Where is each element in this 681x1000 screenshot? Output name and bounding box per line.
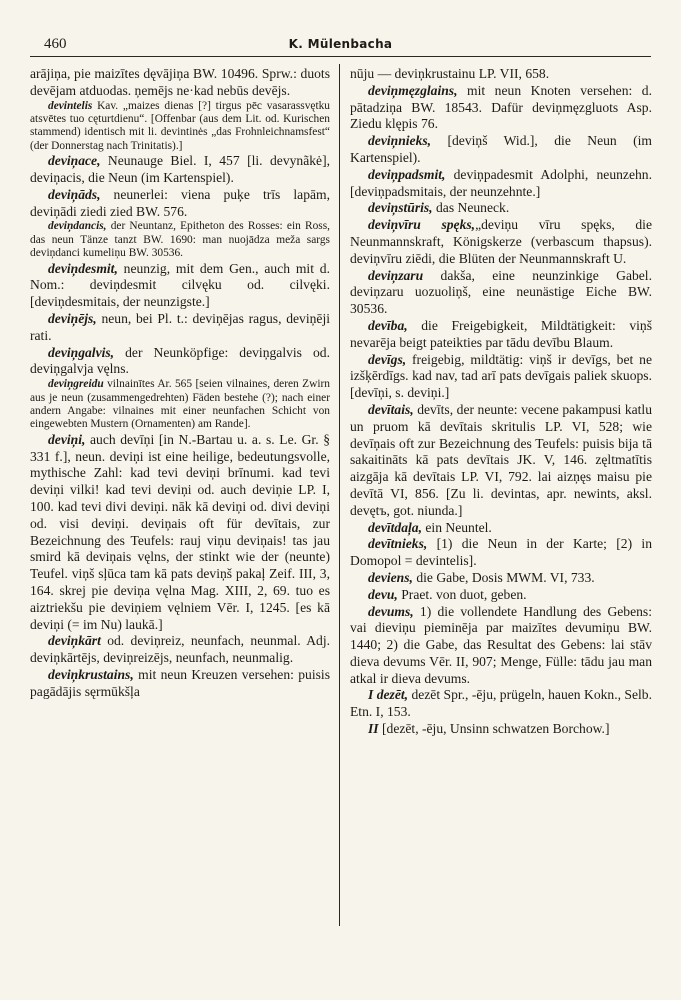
column-divider [339,64,340,926]
entry-headword: deviņvīru spęks, [368,217,476,233]
entry-headword: deviņnieks, [368,133,432,149]
entry-text: nūju — deviņkrustainu LP. VII, 658. [350,66,550,81]
dictionary-entry [30,667,330,701]
running-head: K. Mülenbacha [288,37,393,51]
left-column [30,66,330,992]
entry-headword: devintelis [48,99,93,112]
dictionary-entry [350,268,652,318]
entry-text: dakša, eine neunzinkige Gabel. deviņzaru uozuoliņš, eine neunästige Eiche BW. 30536. [350,267,652,317]
entry-headword: deviņkrustains, [48,666,134,682]
right-column [350,66,652,992]
entry-headword: deviņkārt [48,633,101,649]
entry-text: „deviņu vīru spęks, die Neunmannskraft, Königskerze (verbascum thapsus). deviņvīru ziēdi, die Blüten der Neunmannskraft U. [350,217,652,266]
entry-headword: devītais, [368,401,414,417]
entry-headword: deviņpadsmit, [368,166,446,182]
dictionary-entry [350,66,652,83]
entry-headword: deviņējs, [48,311,97,327]
entry-text: Kav. „maizes dienas [?] tirgus pēc vasarassvętku atsvētes tuo cęturtdienu“. [Offenbar (aus dem Lit. od. Kurischen stammend) identisch mit li. devintinės „das Frohnleichnamsfest“ (der Donnerstag nach Trinitatis).] [30,99,330,152]
entry-text: 1) die vollendete Handlung des Gebens: vai dieviņu pieminēja par maizītes devumiņu BW. 1440; 2) die Gabe, das Resultat des Gebens: lai stāv dieva devums Vēr. II, 907; Menge, Fülle: tādu jau man atkal ir dieva devums. [350,603,652,686]
dictionary-entry [350,167,652,201]
dictionary-entry [30,345,330,379]
page-header [30,34,651,57]
entry-text: mit neun Knoten versehen: d. pātadziņa BW. 18543. Dafür deviņmęzgluots Asp. Ziedu klępis 76. [350,82,652,132]
entry-text: Neunauge Biel. I, 457 [li. devynãkė], deviņacis, die Neun (im Kartenspiel). [30,153,330,186]
dictionary-entry [350,604,652,688]
dictionary-entry [350,83,652,133]
dictionary-entry [30,66,330,100]
entry-text: deviņpadesmit Adolphi, neunzehn. [deviņpadsmitais, der neunzehnte.] [350,166,652,199]
entry-headword: deviņzaru [368,267,424,283]
entry-text: neun, bei Pl. t.: deviņējas ragus, deviņēji rati. [30,311,330,343]
dictionary-entry [30,100,330,154]
entry-headword: deviņstūris, [368,200,433,216]
entry-headword: I dezēt, [368,687,409,703]
dictionary-entry [30,432,330,634]
entry-headword: deviņāds, [48,186,101,202]
entry-headword: deviņace, [48,153,101,169]
entry-headword: devītdaļa, [368,519,422,535]
entry-text: devīts, der neunte: vecene pakampusi katlu un pruom kā devītais skritulis LP. VI, 528; wie devīņais oft zur Bezeichnung des Teufels: puisis bija tā sakaitināts kā pats devītais JK. V, 146. zęltmatītis aizgāja kā devītais LP. VI, 792. lai aizņęs maisu pie devītā VI, 856. [Zu li. devintas, apr. newints, aksl. devętъ, got. niunda.] [350,401,652,518]
dictionary-entry [350,200,652,217]
entry-headword: II [368,721,379,737]
entry-headword: devu, [368,586,398,602]
entry-headword: deviņgreidu [48,378,104,391]
entry-text: ein Neuntel. [421,519,492,535]
dictionary-entry [350,318,652,352]
dictionary-entry [350,217,652,267]
entry-text: dezēt Spr., -ēju, prügeln, hauen Kokn., Selb. Etn. I, 153. [350,687,652,720]
entry-headword: devīgs, [368,351,407,367]
entry-text: [dezēt, -ēju, Unsinn schwatzen Borchow.] [378,721,610,737]
dictionary-entry [350,536,652,570]
entry-text: vilnainītes Ar. 565 [seien vilnaines, deren Zwirn aus je neun (zusammengedrehten) Fäden bestehe (?); nach einer andern Angabe: vilnaines mit einer neunfachen Schicht von eingewebten Mustern (Ornamenten) am Rande]. [30,378,330,431]
dictionary-entry [350,133,652,167]
dictionary-entry [30,220,330,260]
entry-text: der Neuntanz, Epitheton des Rosses: ein Ross, das neun Tänze tanzt BW. 1690: man nuojādza meža sargs deviņdanci kumeliņu BW. 30536. [30,220,330,260]
dictionary-entry [350,402,652,520]
page-number: 460 [44,36,67,52]
entry-headword: devītnieks, [368,536,428,552]
entry-text: neunzig, mit dem Gen., auch mit d. Nom.: deviņdesmit cilvęku od. cilvęki. [deviņdesmitais, der neunzigste.] [30,260,330,310]
dictionary-entry [30,378,330,432]
entry-text: neunerlei: viena puķe trīs lapām, deviņādi ziedi zied BW. 576. [30,186,330,219]
dictionary-entry [350,721,652,738]
entry-headword: devība, [368,317,408,333]
dictionary-entry [350,570,652,587]
entry-text: od. deviņreiz, neunfach, neunmal. Adj. deviņkārtējs, deviņreizējs, neunfach, neunmalig. [30,633,330,666]
dictionary-entry [30,311,330,345]
entry-text: freigebig, mildtätig: viņš ir devīgs, bet ne izšķērdīgs. kad nav, tad arī pats devīgais paliek skuops. [devīņi, s. deviņi.] [350,351,652,401]
dictionary-entry [30,633,330,667]
entry-headword: deviens, [368,569,413,585]
entry-text: mit neun Kreuzen versehen: puisis pagādājis sęrmūkšļa [30,666,330,699]
entry-text: arājiņa, pie maizītes dęvājiņa BW. 10496. Sprw.: duots devējam atduodas. ņemējs ne·kad nebūs devējs. [30,66,330,98]
dictionary-entry [30,187,330,221]
dictionary-entry [350,520,652,537]
entry-headword: deviņdancis, [48,220,107,233]
entry-text: [deviņš Wid.], die Neun (im Kartenspiel). [350,133,652,165]
entry-text: der Neunköpfige: deviņgalvis od. deviņgalvja vęlns. [30,344,330,377]
dictionary-entry [30,153,330,187]
dictionary-entry [350,687,652,721]
entry-text: das Neuneck. [432,200,510,216]
entry-headword: deviņi, [48,431,86,447]
entry-headword: devums, [368,603,414,619]
dictionary-entry [350,352,652,402]
entry-text: die Freigebigkeit, Mildtätigkeit: viņš nevarēja beigt pateikties par tādu devību Blaum. [350,317,652,350]
entry-text: auch devīņi [in N.-Bartau u. a. s. Le. Gr. § 331 f.], neun. deviņi ist eine heilige, bedeutungsvolle, mythische Zahl: kad tevi deviņi brīnumi. kad tevi deviņi vilki! kad tevi deviņi od. auch deviņie LP. I, 100. kad tevi divi deviņi. nāk kā deviņi od. divi deviņi od. visi deviņi. deviņais oft für devītais, zur Bezeichnung des Teufels: rauj viņu deviņais! tas jau smird kā deviņais vęlns, der stinkt wie der (neunte) Teufel. viņš sļūca tam kā pats deviņš pakaļ Zeif. III, 3, 164. skrej pie deviņa vęlna Mag. XIII, 2, 69. tuo es aiztriekšu pie deviņiem vęlniem Vēr. I, 1245. [es kā deviņi (= im Nu) laukā.] [30,431,330,632]
entry-headword: deviņdesmit, [48,260,118,276]
entry-headword: deviņgalvis, [48,344,115,360]
entry-text: Praet. von duot, geben. [397,586,527,602]
dictionary-entry [350,587,652,604]
entry-text: die Gabe, Dosis MWM. VI, 733. [412,569,595,585]
dictionary-entry [30,261,330,311]
entry-headword: deviņmęzglains, [368,82,458,98]
entry-text: [1) die Neun in der Karte; [2) in Domopol = devintelis]. [350,536,652,569]
